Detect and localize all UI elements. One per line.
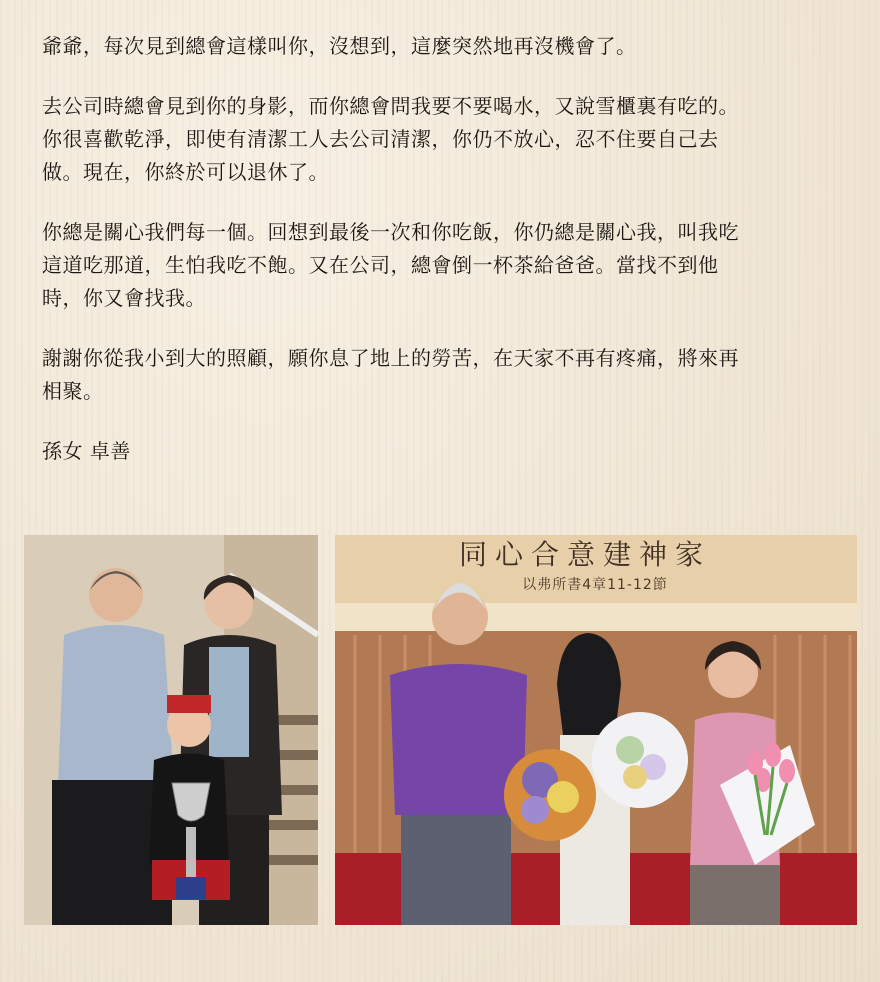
letter-paragraph-3: 你總是關心我們每一個。回想到最後一次和你吃飯，你仍總是關心我，叫我吃 這道吃那道，生怕我吃不飽。又在公司，總會倒一杯茶給爸爸。當找不到他 時，你又會找我。 <box>42 220 739 310</box>
banner-title: 同心合意建神家 <box>458 538 711 571</box>
photo-family-trophy-illustration <box>24 535 318 925</box>
letter-paragraph-2: 去公司時總會見到你的身影，而你總會問我要不要喝水，又說雪櫃裏有吃的。 你很喜歡乾淨，即使有清潔工人去公司清潔，你仍不放心，忍不住要自己去 做。現在，你終於可以退休了。 <box>42 94 739 184</box>
letter-paragraph-1: 爺爺，每次見到總會這樣叫你，沒想到，這麼突然地再沒機會了。 <box>42 34 637 58</box>
photo-family-trophy <box>24 535 318 925</box>
banner-subtitle: 以弗所書4章11-12節 <box>522 577 668 593</box>
letter <box>42 30 842 468</box>
letter-paragraph-4: 謝謝你從我小到大的照顧，願你息了地上的勞苦，在天家不再有疼痛，將來再 相聚。 <box>42 346 739 403</box>
photo-church-bouquets <box>335 535 857 925</box>
letter-signature: 孫女 卓善 <box>42 439 131 463</box>
